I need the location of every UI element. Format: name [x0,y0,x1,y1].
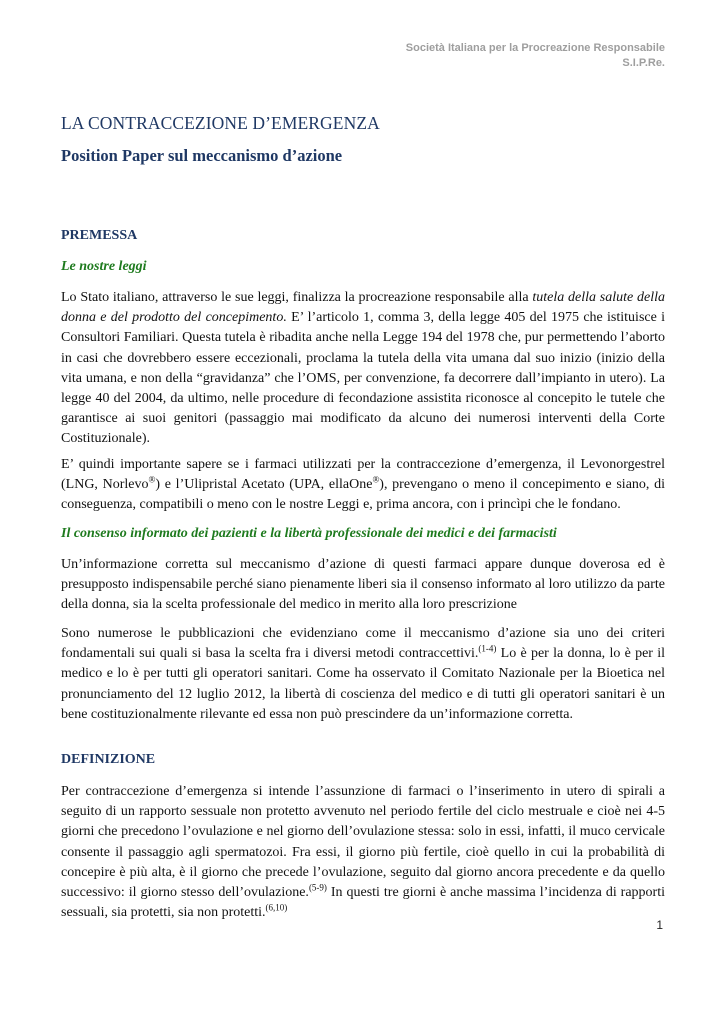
text-run: Lo è per la donna, lo è per il medico e lo è per tutti gli operatori sanitari. Come ha osservato il Comitato Nazionale per la Bioetica nel pronunciamento del 12 luglio 2012, la libertà di coscienza del medico e di tutti gli operatori sanitari è un bene costituzionalmente rilevante ed essa non può prescindere da un’informazione corretta. [61,646,665,722]
text-run: Lo Stato italiano, attraverso le sue leggi, finalizza la procreazione responsabile alla [61,290,533,305]
page-header [406,41,665,71]
text-run: ) e l’Ulipristal Acetato (UPA, ellaOne [155,477,373,493]
header-society-name: Società Italiana per la Procreazione Responsabile [405,42,665,54]
text-run: In questi tre giorni è anche massima l’incidenza di rapporti sessuali, sia protetti, sia non protetti. [61,885,665,921]
section-heading-definizione: DEFINIZIONE [61,752,156,767]
subheading-nostre-leggi: Le nostre leggi [61,259,147,274]
section-heading-premessa: PREMESSA [61,228,138,243]
paragraph-farmaci [61,455,665,516]
text-run: Sono numerose le pubblicazioni che evidenziano come il meccanismo d’azione sia uno dei criteri fondamentali sui quali si basa la scelta fra i diversi metodi contraccettivi. [61,626,665,662]
citation-ref: (5-9) [308,882,327,893]
text-run-italic: tutela della salute della donna e del prodotto del concepimento. [61,290,666,326]
document-title: LA CONTRACCEZIONE D’EMERGENZA [61,113,380,133]
page-number: 1 [656,918,663,932]
paragraph-definizione [61,782,665,923]
header-acronym: S.I.P.Re. [622,57,665,69]
paragraph-nostre-leggi [61,288,665,450]
paragraph-pubblicazioni [61,624,665,725]
text-run: E’ quindi importante sapere se i farmaci utilizzati per la contraccezione d’emergenza, il Levonorgestrel (LNG, Norlevo [61,457,665,493]
registered-mark: ® [148,474,156,485]
document-subtitle: Position Paper sul meccanismo d’azione [61,146,343,165]
text-run: ), prevengano o meno il concepimento e siano, di conseguenza, compatibili o meno con le nostre Leggi e, prima ancora, con i princìpi che le fondano. [61,477,666,513]
text-run: Per contraccezione d’emergenza si intende l’assunzione di farmaci o l’inserimento in utero di spirali a seguito di un rapporto sessuale non protetto avvenuto nel periodo fertile del ciclo mestruale e cioè nei 4-5 giorni che precedono l’ovulazione e nel giorno dell’ovulazione stessa: solo in essi, infatti, il muco cervicale consente il passaggio agli spermatozoi. Fra essi, il giorno più fertile, cioè quello in cui la probabilità di concepire è più alta, è il giorno che precede l’ovulazione, seguito dal giorno ancora precedente e da quello successivo: il giorno stesso dell’ovulazione. [61,784,665,901]
subheading-consenso-informato: Il consenso informato dei pazienti e la libertà professionale dei medici e dei farmacisti [61,526,557,541]
citation-ref: (1-4) [478,643,497,654]
text-run: E’ l’articolo 1, comma 3, della legge 405 del 1975 che istituisce i Consultori Familiari. Questa tutela è ribadita anche nella Legge 194 del 1978 che, pur permettendo l’aborto in casi che dovrebbero essere eccezionali, proclama la tutela della vita umana dal suo inizio (inizio della vita umana, e non della “gravidanza” che l’OMS, per convenzione, fa decorrere dall’impianto in utero). La legge 40 del 2004, da ultimo, nelle procedure di fecondazione assistita riconosce al concepito le tutele che garantisce ai suoi genitori (passaggio mai modificato da alcuno dei numerosi interventi della Corte Costituzionale). [61,310,665,447]
registered-mark: ® [372,474,380,485]
paragraph-informazione-corretta: Un’informazione corretta sul meccanismo d’azione di questi farmaci appare dunque doverosa ed è presupposto indispensabile perché siano pienamente liberi sia il consenso informato al loro utilizzo da parte della donna, sia la scelta professionale del medico in merito alla loro prescrizione [61,557,665,613]
citation-ref: (6,10) [265,902,288,913]
